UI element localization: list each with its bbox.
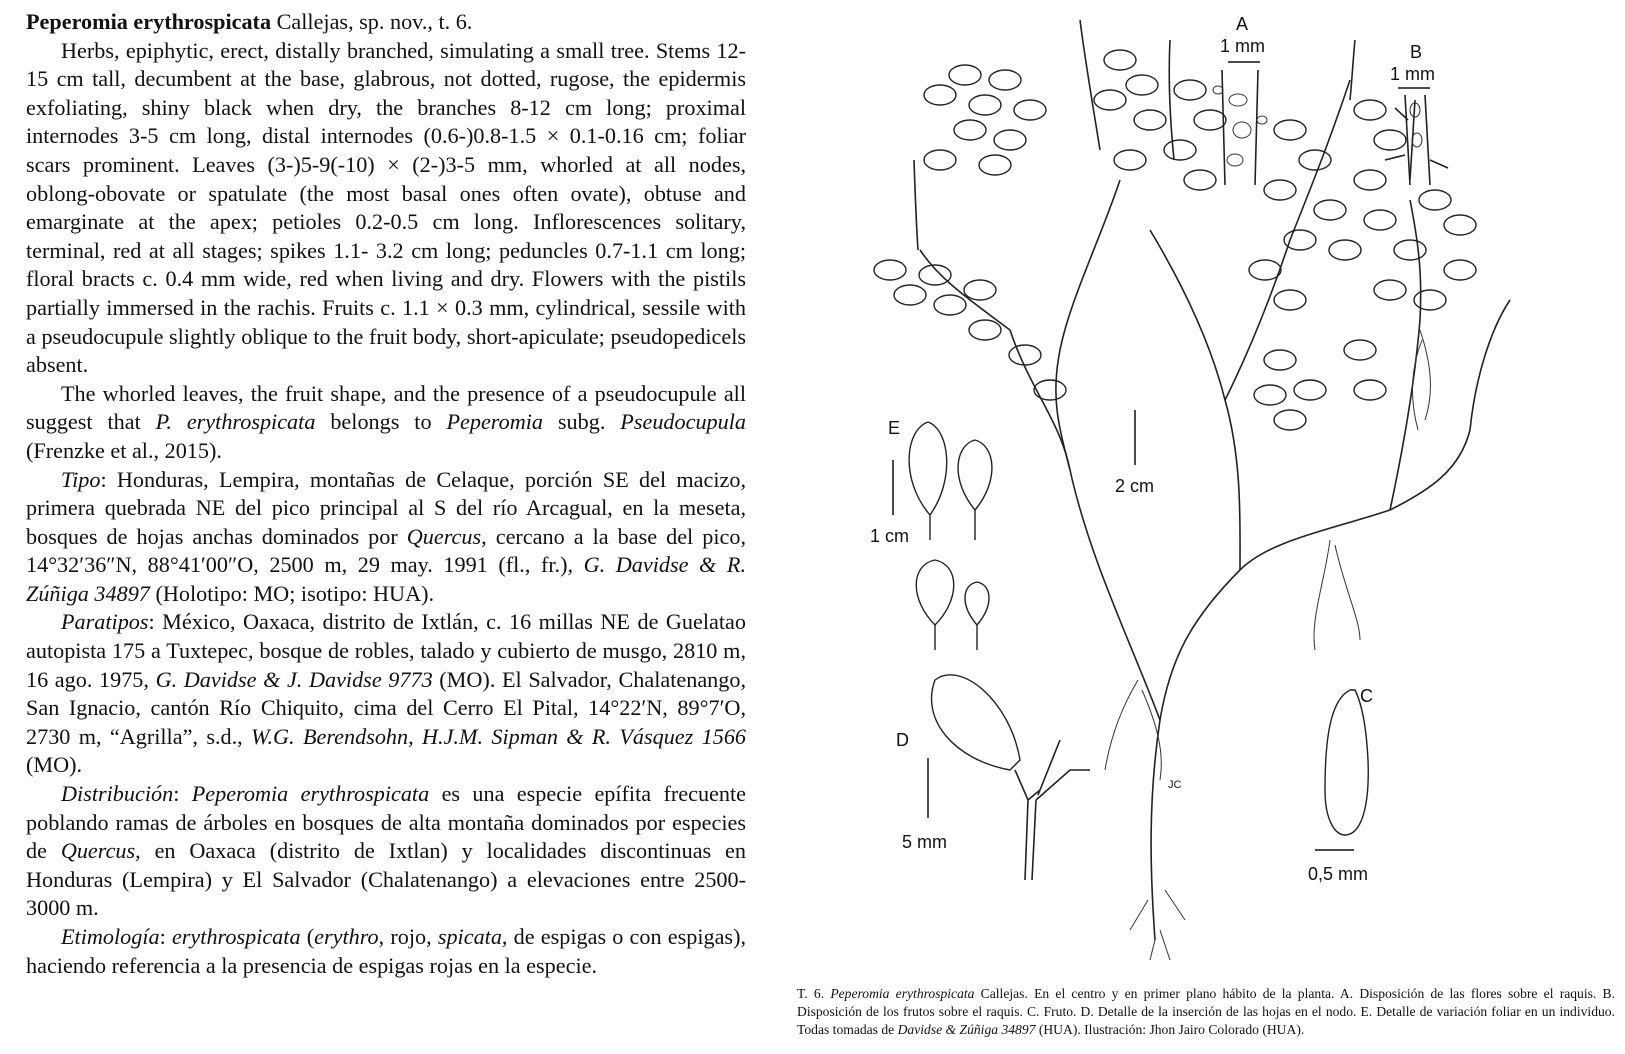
- scale-label-e: 1 cm: [870, 526, 910, 546]
- tipo-label: Tipo: [61, 466, 101, 492]
- habit-drawing: [874, 20, 1510, 960]
- species-name: Peperomia erythrospicata: [26, 9, 272, 34]
- etimologia-label: Etimología: [61, 924, 160, 949]
- species-heading: [26, 8, 746, 37]
- figure-c-fruit: [1308, 686, 1373, 884]
- figure-d-node-detail: [896, 675, 1090, 880]
- leaf-clusters: [874, 50, 1476, 430]
- description-paragraph: Herbs, epiphytic, erect, distally branched, simulating a small tree. Stems 12-15 cm tall, decumbent at the base, glabrous, not dotted, rugose, the epidermis exfoliating, shiny black when dry, the branches 8-12 cm long; proximal internodes 3-5 cm long, distal internodes (0.6-)0.8-1.5 × 0.1-0.16 cm; foliar scars prominent. Leaves (3-)5-9(-10) × (2-)3-5 mm, whorled at all nodes, oblong-obovate or spatulate (the most basal ones often ovate), obtuse and emarginate at the apex; petioles 0.2-0.5 cm long. Inflorescences solitary, terminal, red at all stages; spikes 1.1- 3.2 cm long; peduncles 0.7-1.1 cm long; floral bracts c. 0.4 mm wide, red when living and dry. Flowers with the pistils partially immersed in the rachis. Fruits c. 1.1 × 0.3 mm, cylindrical, sessile with a pseudocupule slightly oblique to the fruit body, short-apiculate; pseudopedicels absent.: [26, 37, 746, 378]
- label-a: A: [1236, 14, 1249, 34]
- paratipos-paragraph: Paratipos: México, Oaxaca, distrito de Ixtlán, c. 16 millas NE de Guelatao autopista 175 a Tuxtepec, bosque de robles, talado y cubierto de musgo, 2810 m, 16 ago. 1975, G. Davidse & J. Davidse 9773 (MO). El Salvador, Chalatenango, San Ignacio, cantón Río Chiquito, cima del Cerro El Pital, 14°22′N, 89°7′O, 2730 m, “Agrilla”, s.d., W.G. Berendsohn, H.J.M. Sipman & R. Vásquez 1566 (MO).: [26, 609, 747, 778]
- figure-caption: T. 6. Peperomia erythrospicata Callejas. En el centro y en primer plano hábito de la planta. A. Disposición de las flores sobre el raquis. B. Disposición de los frutos sobre el raquis. C. Fruto. D. Detalle de la inserción de las hojas en el nodo. E. Detalle de variación foliar en un individuo. Todas tomadas de Davidse & Zúñiga 34897 (HUA). Ilustración: Jhon Jairo Colorado (HUA).: [797, 986, 1615, 1037]
- scale-label-b: 1 mm: [1390, 64, 1435, 84]
- figure-b-rachis-fruits: [1385, 42, 1448, 185]
- label-b: B: [1410, 42, 1423, 62]
- affinity-paragraph: The whorled leaves, the fruit shape, and the presence of a pseudocupule all suggest that P. erythrospicata belongs to Peperomia subg. Pseudocupula (Frenzke et al., 2015).: [26, 380, 746, 463]
- main-scale-bar: [1115, 410, 1154, 496]
- distribucion-label: Distribución: [61, 781, 174, 807]
- botanical-plate: [770, 0, 1625, 960]
- scale-label-d: 5 mm: [902, 832, 947, 852]
- figure-e-leaf-variation: [870, 418, 992, 650]
- scale-label-c: 0,5 mm: [1308, 864, 1369, 884]
- etimologia-paragraph: Etimología: erythrospicata (erythro, rojo, spicata, de espigas o con espigas), haciendo referencia a la presencia de espigas rojas en la especie.: [26, 924, 747, 978]
- illustrator-initials: JC: [1168, 779, 1182, 791]
- distribucion-paragraph: Distribución: Peperomia erythrospicata es una especie epífita frecuente poblando ramas de árboles en bosques de alta montaña dominados por especies de Quercus, en Oaxaca (distrito de Ixtlan) y localidades discontinuas en Honduras (Lempira) y El Salvador (Chalatenango) a elevaciones entre 2500-3000 m.: [26, 781, 746, 921]
- label-e: E: [888, 418, 901, 438]
- figure-a-rachis-flowers: [1213, 14, 1267, 185]
- paratipos-label: Paratipos: [61, 609, 149, 635]
- scale-label-a: 1 mm: [1220, 36, 1265, 56]
- tipo-paragraph: Tipo: Honduras, Lempira, montañas de Celaque, porción SE del macizo, primera quebrada NE del pico principal al S del río Arcagual, en la meseta, bosques de hojas anchas dominados por Quercus, cercano a la base del pico, 14°32′36″N, 88°41′00″O, 2500 m, 29 may. 1991 (fl., fr.), G. Davidse & R. Zúñiga 34897 (Holotipo: MO; isotipo: HUA).: [26, 466, 746, 606]
- article-text: [26, 8, 746, 980]
- label-c: C: [1360, 686, 1373, 706]
- species-author: Callejas, sp. nov., t. 6.: [271, 9, 473, 34]
- scale-label-main: 2 cm: [1115, 476, 1155, 496]
- plant-illustration: [770, 0, 1625, 960]
- label-d: D: [896, 730, 909, 750]
